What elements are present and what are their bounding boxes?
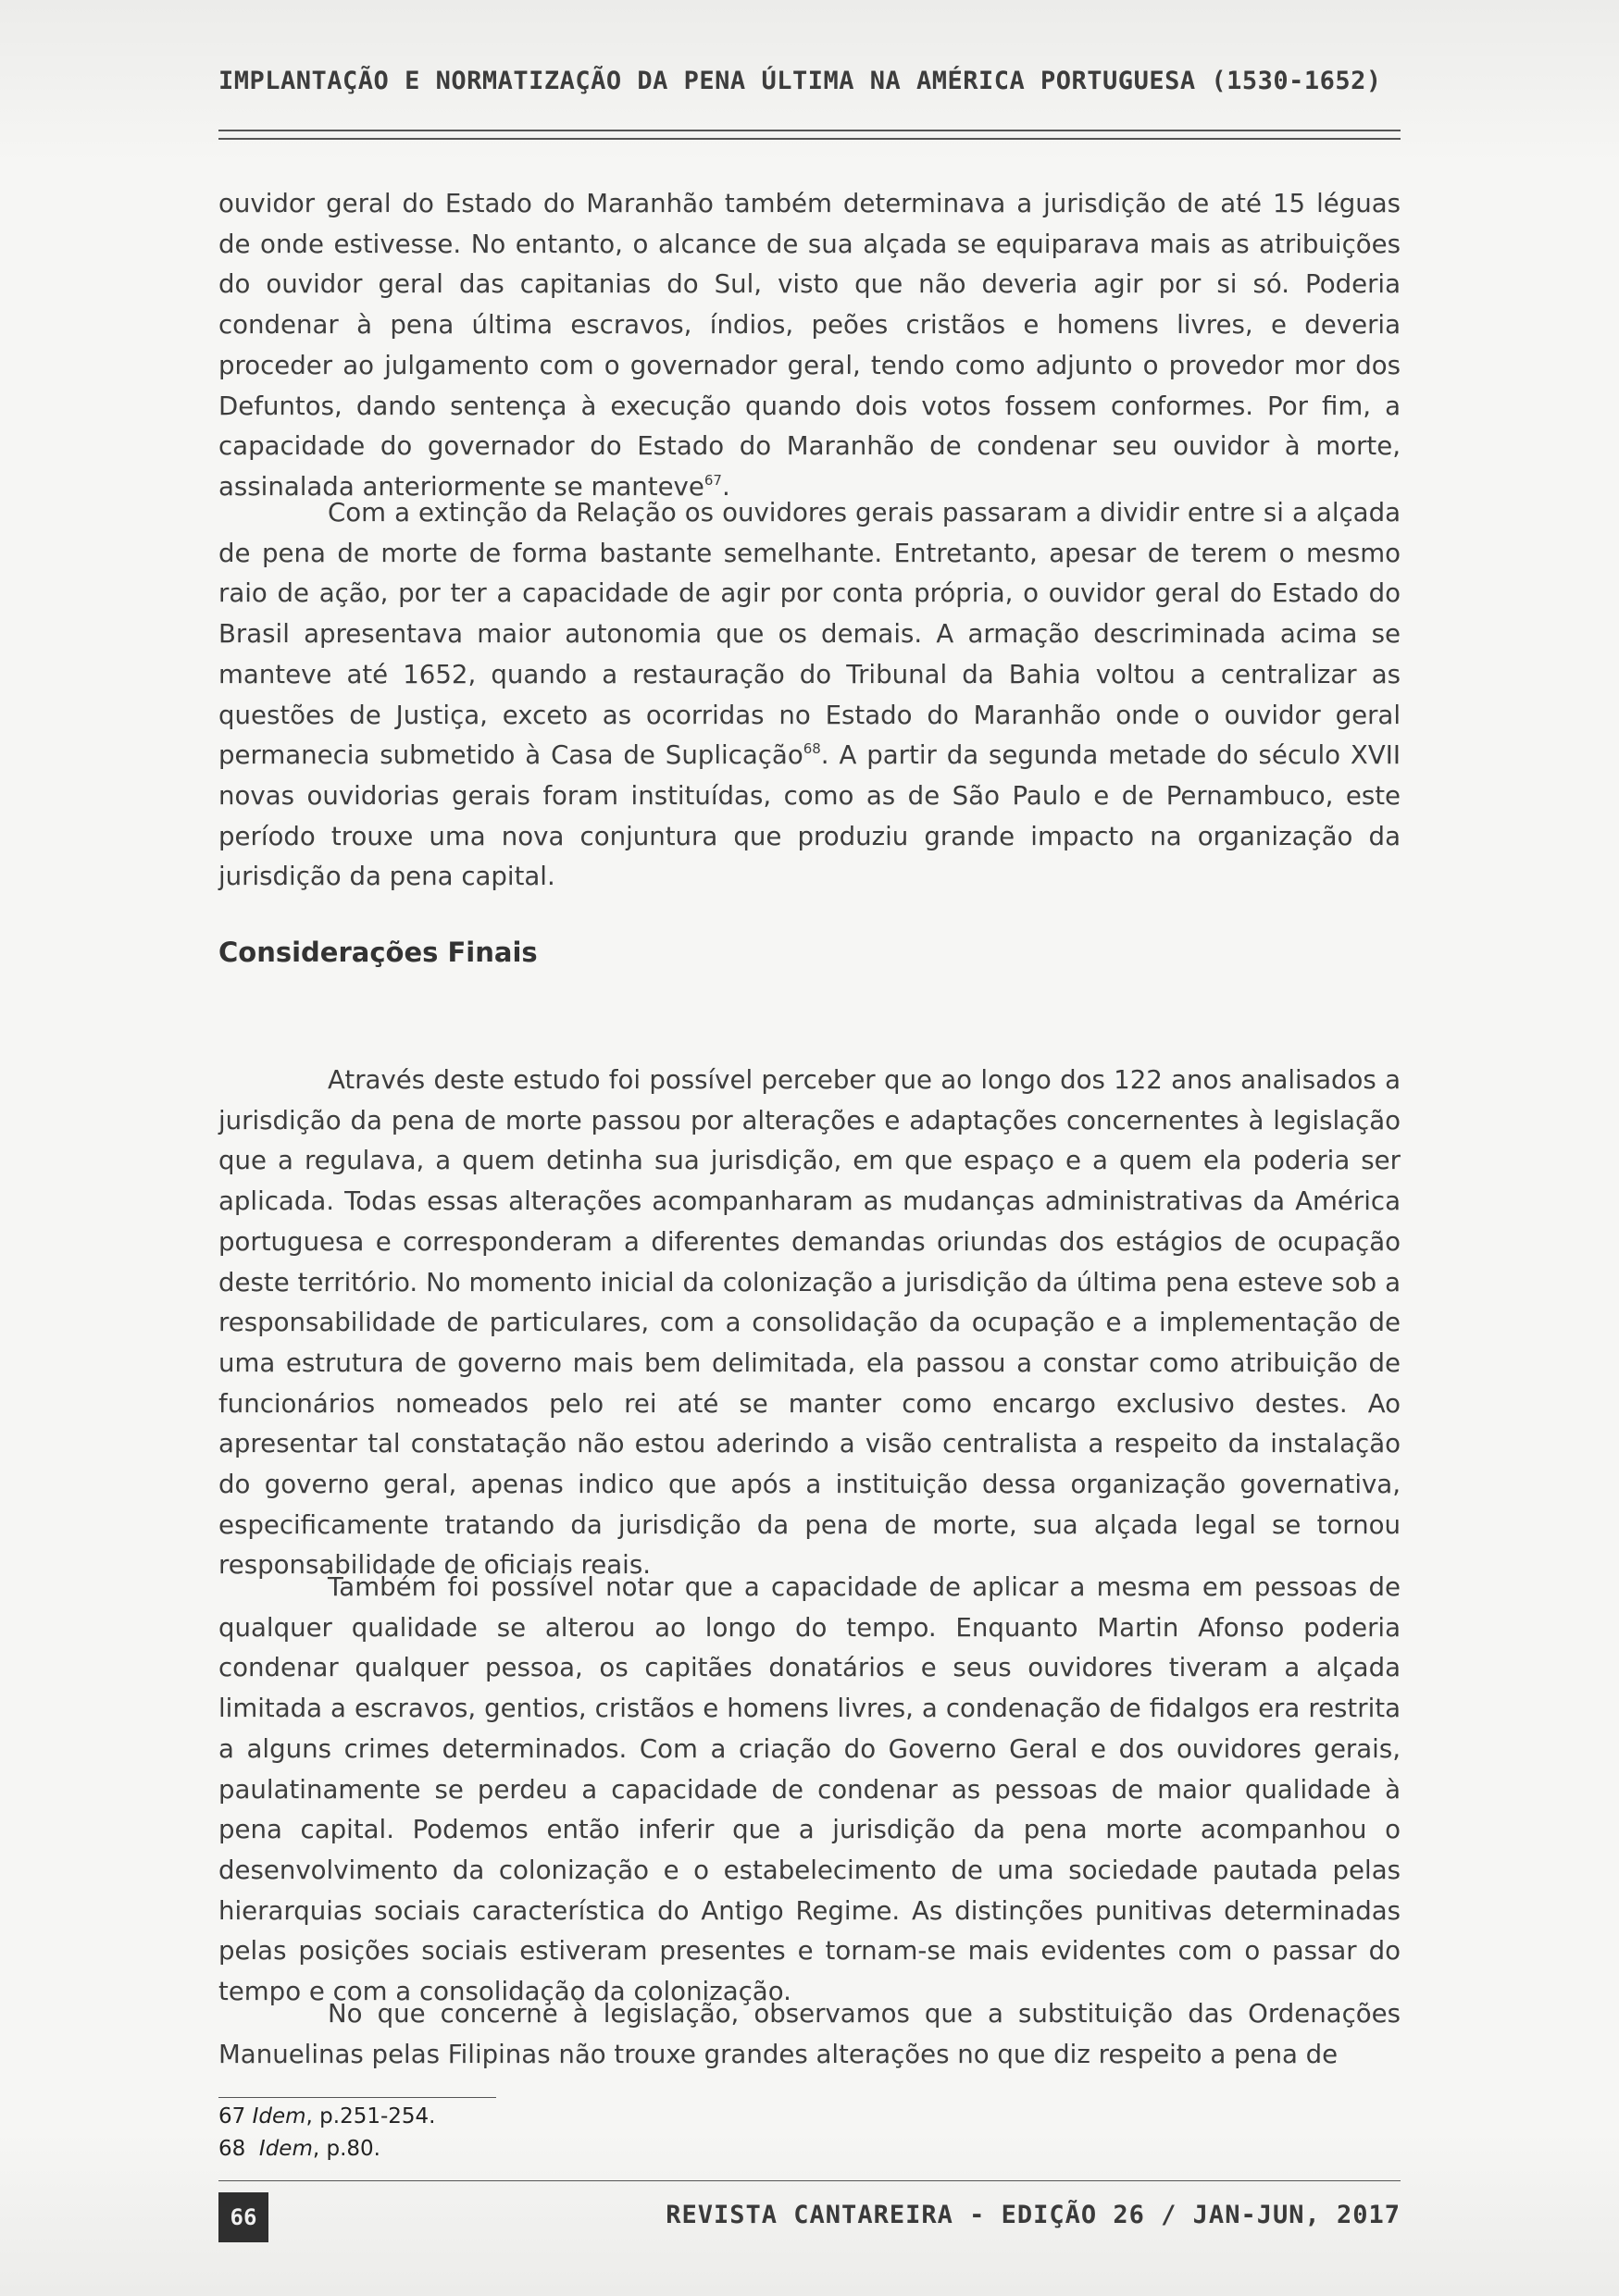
footnote-number: 68 bbox=[218, 2137, 246, 2161]
footnote-pages: , p.251-254. bbox=[305, 2104, 436, 2128]
footnote-separator bbox=[218, 2097, 496, 2098]
paragraph-1-text: ouvidor geral do Estado do Maranhão também determinava a jurisdição de até 15 léguas de onde estivesse. No entanto, o alcance de sua alçada se equiparava mais as atribuições do ouvidor geral das capitanias do Sul, visto que não deveria agir por si só. Poderia condenar à pena última escravos, índios, peões cristãos e homens livres, e deveria proceder ao julgamento com o governador geral, tendo como adjunto o provedor mor dos Defuntos, dando sentença à execução quando dois votos fossem conformes. Por fim, a capacidade do governador do Estado do Maranhão de condenar seu ouvidor à morte, assinalada anteriormente se manteve bbox=[218, 188, 1401, 502]
paragraph-2 bbox=[218, 492, 1401, 897]
footer-rule bbox=[218, 2180, 1401, 2181]
footnote-ref: Idem bbox=[258, 2137, 313, 2161]
header-double-rule bbox=[218, 130, 1401, 140]
section-heading: Considerações Finais bbox=[218, 937, 538, 968]
footnote-pages: , p.80. bbox=[312, 2137, 380, 2161]
paragraph-4 bbox=[218, 1567, 1401, 2012]
footnote-ref-67[interactable]: 67 bbox=[704, 471, 722, 489]
paragraph-2-text-a: Com a extinção da Relação os ouvidores gerais passaram a dividir entre si a alçada de pena de morte de forma bastante semelhante. Entretanto, apesar de terem o mesmo raio de ação, por ter a capacidade de agir por conta própria, o ouvidor geral do Estado do Brasil apresentava maior autonomia que os demais. A armação descriminada acima se manteve até 1652, quando a restauração do Tribunal da Bahia voltou a centralizar as questões de Justiça, exceto as ocorridas no Estado do Maranhão onde o ouvidor geral permanecia submetido à Casa de Suplicação bbox=[218, 497, 1401, 771]
footnote-number: 67 bbox=[218, 2104, 246, 2128]
running-header-title: IMPLANTAÇÃO E NORMATIZAÇÃO DA PENA ÚLTIMA NA AMÉRICA PORTUGUESA (1530-1652) bbox=[218, 67, 1382, 95]
paragraph-5-text: No que concerne à legislação, observamos que a substituição das Ordenações Manuelinas pelas Filipinas não trouxe grandes alterações no que diz respeito a pena de bbox=[218, 1998, 1401, 2069]
paragraph-4-text: Também foi possível notar que a capacidade de aplicar a mesma em pessoas de qualquer qualidade se alterou ao longo do tempo. Enquanto Martin Afonso poderia condenar qualquer pessoa, os capitães donatários e seus ouvidores tiveram a alçada limitada a escravos, gentios, cristãos e homens livres, a condenação de fidalgos era restrita a alguns crimes determinados. Com a criação do Governo Geral e dos ouvidores gerais, paulatinamente se perdeu a capacidade de condenar as pessoas de maior qualidade à pena capital. Podemos então inferir que a jurisdição da pena morte acompanhou o desenvolvimento da colonização e o estabelecimento de uma sociedade pautada pelas hierarquias sociais característica do Antigo Regime. As distinções punitivas determinadas pelas posições sociais estiveram presentes e tornam-se mais evidentes com o passar do tempo e com a consolidação da colonização. bbox=[218, 1571, 1401, 2007]
paragraph-3-text: Através deste estudo foi possível perceber que ao longo dos 122 anos analisados a jurisdição da pena de morte passou por alterações e adaptações concernentes à legislação que a regulava, a quem detinha sua jurisdição, em que espaço e a quem ela poderia ser aplicada. Todas essas alterações acompanharam as mudanças administrativas da América portuguesa e corresponderam a diferentes demandas oriundas dos estágios de ocupação deste território. No momento inicial da colonização a jurisdição da última pena esteve sob a responsabilidade de particulares, com a consolidação da ocupação e a implementação de uma estrutura de governo mais bem delimitada, ela passou a constar como atribuição de funcionários nomeados pelo rei até se manter como encargo exclusivo destes. Ao apresentar tal constatação não estou aderindo a visão centralista a respeito da instalação do governo geral, apenas indico que após a instituição dessa organização governativa, especificamente tratando da jurisdição da pena de morte, sua alçada legal se tornou responsabilidade de oficiais reais. bbox=[218, 1064, 1401, 1581]
paragraph-3 bbox=[218, 1060, 1401, 1585]
paragraph-1-end: . bbox=[721, 470, 730, 502]
footnote-68 bbox=[218, 2133, 436, 2166]
footnotes bbox=[218, 2101, 436, 2166]
journal-info: REVISTA CANTAREIRA - EDIÇÃO 26 / JAN-JUN, 2017 bbox=[666, 2201, 1401, 2229]
page-number: 66 bbox=[218, 2192, 268, 2242]
footnote-67 bbox=[218, 2101, 436, 2133]
footnote-ref: Idem bbox=[252, 2104, 306, 2128]
paragraph-2-text-b: . A partir da segunda metade do século XVII novas ouvidorias gerais foram instituídas, como as de São Paulo e de Pernambuco, este período trouxe uma nova conjuntura que produziu grande impacto na organização da jurisdição da pena capital. bbox=[218, 739, 1401, 892]
paragraph-5 bbox=[218, 1993, 1401, 2074]
footnote-ref-68[interactable]: 68 bbox=[803, 740, 821, 758]
paragraph-1 bbox=[218, 183, 1401, 507]
